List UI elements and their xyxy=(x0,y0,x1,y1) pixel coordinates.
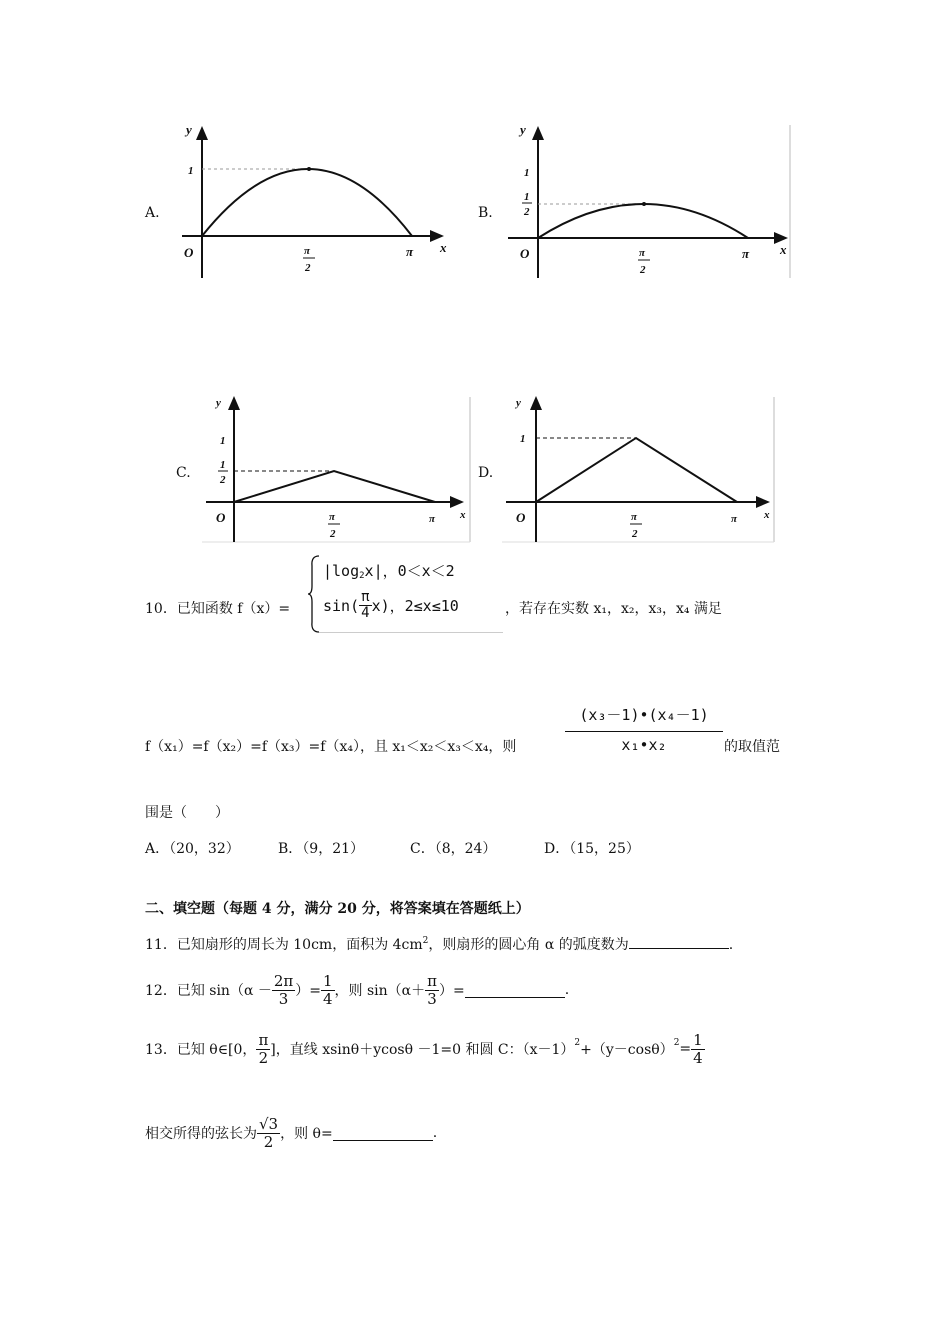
q13-line2 xyxy=(145,1110,437,1156)
graph-b-y: y xyxy=(520,122,526,137)
q13-mid: ]，直线 xsinθ＋ycosθ －1=0 和圆 C：（x－1） xyxy=(270,1042,575,1058)
graph-c-pihalf-num: π xyxy=(329,511,336,523)
graph-c-origin: O xyxy=(216,510,226,525)
q13-line2-pre: 相交所得的弦长为 xyxy=(145,1126,257,1142)
left-brace-icon xyxy=(307,554,321,634)
graph-c-pi: π xyxy=(429,513,436,525)
q11-text-b: ，则扇形的圆心角 α 的弧度数为 xyxy=(428,937,629,953)
graph-d xyxy=(500,392,780,544)
q10-line3: 围是（ ） xyxy=(145,805,229,821)
q12-end: ）= xyxy=(439,983,465,999)
q11-answer-blank[interactable] xyxy=(629,934,729,949)
q10-piece2-frac xyxy=(359,590,371,622)
q10-option-d: D．（15，25） xyxy=(544,841,640,857)
q10-piece2-num: π xyxy=(361,589,370,605)
section2-title: 二、填空题（每题 4 分，满分 20 分，将答案填在答题纸上） xyxy=(145,901,530,917)
q13-eq: = xyxy=(679,1041,692,1057)
q12-frac2 xyxy=(321,973,335,1007)
q13-root: √3 xyxy=(259,1115,279,1133)
q10-frac-num: (x₃－1)•(x₄－1) xyxy=(565,704,723,732)
graph-a-origin: O xyxy=(184,245,194,260)
q11-text-a: 11．已知扇形的周长为 10cm，面积为 4cm xyxy=(145,937,423,953)
q13 xyxy=(145,1026,705,1072)
q12-post: ，则 sin（α＋ xyxy=(334,983,426,999)
q12-answer-blank[interactable] xyxy=(465,983,565,998)
graph-b xyxy=(502,120,792,280)
graph-a-y: y xyxy=(186,122,192,137)
graph-b-origin: O xyxy=(520,246,530,261)
graph-d-y: y xyxy=(516,397,521,409)
graph-b-half-num: 1 xyxy=(524,191,530,203)
q11-end: . xyxy=(728,937,734,953)
graph-d-x: x xyxy=(764,509,770,521)
q12-mid: ）= xyxy=(295,983,321,999)
graph-d-origin: O xyxy=(516,510,526,525)
q11-sup: 2 xyxy=(422,936,429,946)
graph-b-pi: π xyxy=(742,246,750,261)
q10-fraction xyxy=(565,704,723,754)
q10-option-a: A．（20，32） xyxy=(145,841,240,857)
q10-frac-den: x₁•x₂ xyxy=(621,736,667,754)
graph-a-pihalf-num: π xyxy=(304,245,311,257)
q10-option-b: B．（9，21） xyxy=(278,841,365,857)
q13-frac1 xyxy=(256,1032,270,1066)
q13-dot: . xyxy=(432,1125,438,1141)
option-d-label: D. xyxy=(478,465,494,481)
q10-option-c: C．（8，24） xyxy=(410,841,497,857)
q11 xyxy=(145,934,733,954)
q13-answer-blank[interactable] xyxy=(333,1126,433,1141)
graph-d-one: 1 xyxy=(520,433,526,445)
q12-num2: 1 xyxy=(323,972,333,990)
q10-piece1-a: |log xyxy=(323,562,360,580)
q13-num1: π xyxy=(258,1031,269,1049)
graph-a-pihalf-den: 2 xyxy=(305,262,311,274)
q12-pre: 12．已知 sin（α － xyxy=(145,983,272,999)
q13-num2: 1 xyxy=(693,1031,703,1049)
q13-frac2 xyxy=(691,1032,705,1066)
graph-d-pihalf-den: 2 xyxy=(632,528,638,540)
q13-den1: 2 xyxy=(258,1048,269,1067)
graph-a xyxy=(170,120,460,280)
q12-dot: . xyxy=(564,982,570,998)
graph-a-x: x xyxy=(440,240,447,255)
graph-b-one: 1 xyxy=(524,167,530,179)
q13-den2: 4 xyxy=(693,1048,703,1067)
q10-piecewise xyxy=(307,552,503,634)
q12-num1: 2π xyxy=(273,972,294,990)
graph-d-pi: π xyxy=(731,513,738,525)
option-b-label: B. xyxy=(478,205,493,221)
graph-c-y: y xyxy=(216,397,221,409)
graph-c xyxy=(200,392,475,544)
graph-c-pihalf-den: 2 xyxy=(330,528,336,540)
graph-c-half-num: 1 xyxy=(220,459,226,471)
q13-frac3 xyxy=(257,1116,280,1150)
q12-frac3 xyxy=(425,973,439,1007)
q12-den3: 3 xyxy=(427,989,437,1008)
graph-a-one: 1 xyxy=(188,165,194,177)
q12-frac1 xyxy=(272,973,295,1007)
option-c-label: C. xyxy=(176,465,191,481)
q13-mid2: +（y－cosθ） xyxy=(580,1042,674,1058)
q10-piece2 xyxy=(323,590,459,622)
graph-c-half-den: 2 xyxy=(220,474,226,486)
q10-piece1-b: x|，0＜x＜2 xyxy=(364,562,455,580)
q12-num3: π xyxy=(427,972,437,990)
q10-piece2-post: x)，2≤x≤10 xyxy=(371,597,459,616)
q13-sup2: 2 xyxy=(673,1038,680,1048)
q12-den1: 3 xyxy=(278,989,289,1008)
q13-pre: 13．已知 θ∈[0， xyxy=(145,1042,257,1058)
q10-piece2-pre: sin( xyxy=(323,596,360,615)
graph-b-pihalf-num: π xyxy=(639,247,646,259)
option-a-label: A. xyxy=(145,205,160,221)
q10-piece2-den: 4 xyxy=(361,605,370,622)
graph-d-pihalf-num: π xyxy=(631,511,638,523)
q10-piece1 xyxy=(323,560,455,581)
q10-prefix: 10．已知函数 f（x）= xyxy=(145,601,291,617)
graph-c-one: 1 xyxy=(220,435,226,447)
q13-line2-post: ，则 θ= xyxy=(280,1126,333,1142)
graph-a-pi: π xyxy=(406,244,414,259)
q12 xyxy=(145,968,569,1012)
q10-suffix: ，若存在实数 x₁，x₂，x₃，x₄ 满足 xyxy=(505,601,722,617)
q12-den2: 4 xyxy=(323,989,333,1008)
q10-line2-end: 的取值范 xyxy=(724,739,780,755)
graph-b-pihalf-den: 2 xyxy=(640,264,646,276)
q13-sup1: 2 xyxy=(574,1038,581,1048)
graph-b-x: x xyxy=(780,242,787,257)
q10-line2: f（x₁）=f（x₂）=f（x₃）=f（x₄），且 x₁＜x₂＜x₃＜x₄，则 xyxy=(145,739,517,755)
graph-b-half-den: 2 xyxy=(524,206,530,218)
q10-piece1-sub: 2 xyxy=(359,571,365,581)
q13-den3: 2 xyxy=(263,1132,274,1151)
graph-c-x: x xyxy=(460,509,466,521)
